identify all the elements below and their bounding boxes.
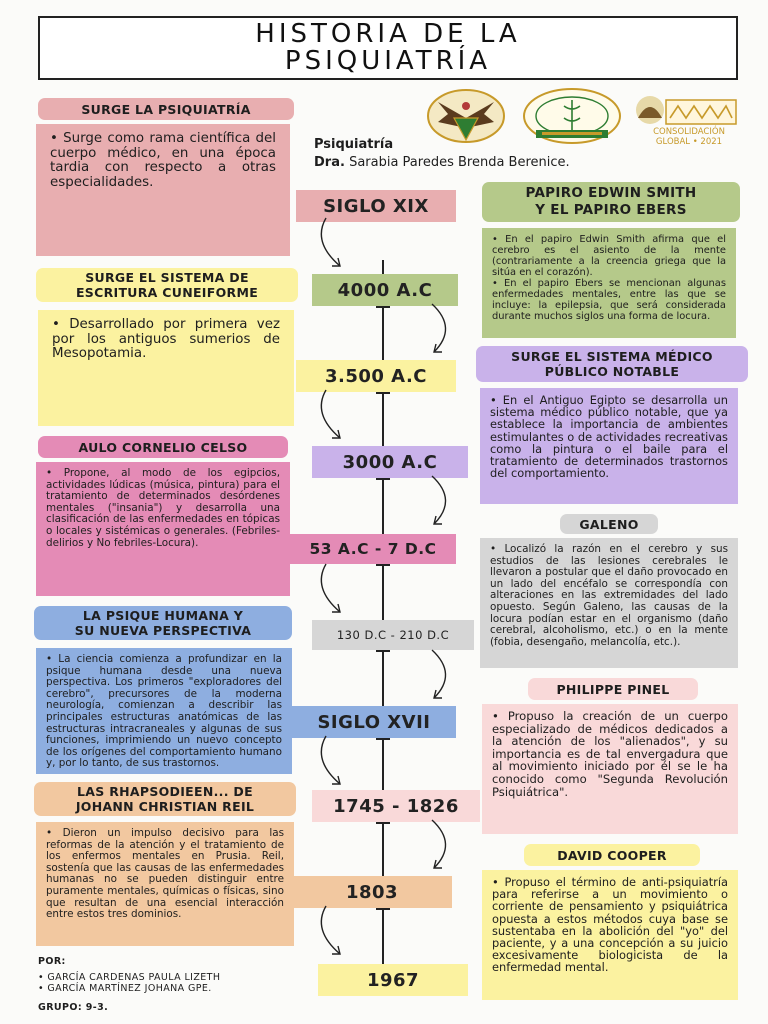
curved-arrow-icon xyxy=(418,816,464,878)
heading-papiro-edwin-smith: PAPIRO EDWIN SMITH Y EL PAPIRO EBERS xyxy=(482,182,740,222)
timeline-tick xyxy=(376,650,390,652)
heading-david-cooper: DAVID COOPER xyxy=(524,844,700,866)
timeline-tick xyxy=(376,392,390,394)
title-box xyxy=(38,16,738,80)
note-sistema-medico-publico: • En el Antiguo Egipto se desarrolla un sistema médico público notable, que ya establece la importancia de ambientes estimulantes o de actividades recreativas como la pintura o el baile para el tratamiento de determinados trastornos del comportamiento. xyxy=(480,388,738,504)
author-block xyxy=(314,136,744,172)
heading-escritura-cuneiforme: SURGE EL SISTEMA DE ESCRITURA CUNEIFORME xyxy=(36,268,298,302)
note-papiro-edwin-smith: • En el papiro Edwin Smith afirma que el cerebro es el asiento de la mente (contrariamente a la creencia griega que la sitúa en el corazón). • En el papiro Ebers se mencionan algunas enfermedades mentales, entre las que se incluye: la epilepsia, que será considerada durante muchos siglos una forma de locura. xyxy=(482,228,736,338)
heading-aulo-cornelio-celso: AULO CORNELIO CELSO xyxy=(38,436,288,458)
eagle-shield-logo xyxy=(428,90,504,142)
timeline-tick xyxy=(376,564,390,566)
note-escritura-cuneiforme: • Desarrollado por primera vez por los antiguos sumerios de Mesopotamia. xyxy=(38,310,294,426)
heading-psique-humana: LA PSIQUE HUMANA Y SU NUEVA PERSPECTIVA xyxy=(34,606,292,640)
timeline-tick xyxy=(376,478,390,480)
page-title: HISTORIA DE LA PSIQUIATRÍA xyxy=(255,19,521,76)
curved-arrow-icon xyxy=(310,214,356,276)
date-siglo-xix: SIGLO XIX xyxy=(296,190,456,222)
date-3500-ac: 3.500 A.C xyxy=(296,360,456,392)
note-psique-humana: • La ciencia comienza a profundizar en la psique humana desde una nueva perspectiva. Los primeros "exploradores del cerebro", precursores de la moderna neurología, comienzan a describir las principales estructuras anatómicas de las estructuras intracraneales y algunas de sus funciones, imprimiendo un nuevo concepto de los orígenes del comportamiento humano y, por lo tanto, de sus trastornos. xyxy=(36,648,292,774)
heading-sistema-medico-publico: SURGE EL SISTEMA MÉDICO PÚBLICO NOTABLE xyxy=(476,346,748,382)
date-1967: 1967 xyxy=(318,964,468,996)
footer-por-label: POR: xyxy=(38,956,66,967)
date-1803: 1803 xyxy=(292,876,452,908)
timeline-tick xyxy=(376,908,390,910)
footer-author-2: • GARCÍA MARTÍNEZ JOHANA GPE. xyxy=(38,983,212,994)
subject-label: Psiquiatría xyxy=(314,137,394,152)
date-4000-ac: 4000 A.C xyxy=(312,274,458,306)
note-aulo-cornelio-celso: • Propone, al modo de los egipcios, actividades lúdicas (música, pintura) para el tratamiento de determinados desórdenes mentales ("insania") y desarrolla una clasificación de las enfermedades en tópicas o locales y sistémicas o generales. (Febriles-delirios y No febriles-Locura). xyxy=(36,462,290,596)
note-surge-psiquiatria: • Surge como rama científica del cuerpo médico, en una época tardia con respecto a otras especialidades. xyxy=(36,124,290,256)
author-name-line xyxy=(314,154,744,172)
author-prefix: Dra. xyxy=(314,155,345,170)
logo3-line2: GLOBAL • 2021 xyxy=(655,137,723,146)
date-53-ac-7-dc: 53 A.C - 7 D.C xyxy=(290,534,456,564)
heading-galeno: GALENO xyxy=(560,514,658,534)
date-siglo-xvii: SIGLO XVII xyxy=(292,706,456,738)
timeline-tick xyxy=(376,822,390,824)
curved-arrow-icon xyxy=(310,560,356,622)
timeline-tick xyxy=(376,738,390,740)
heading-surge-psiquiatria: SURGE LA PSIQUIATRÍA xyxy=(38,98,294,120)
curved-arrow-icon xyxy=(418,646,464,708)
note-galeno: • Localizó la razón en el cerebro y sus estudios de las lesiones cerebrales le llevaron a postular que el daño provocado en un lado del encéfalo se correspondía con alteraciones en las extremidades del lado opuesto. Según Galeno, las causas de la locura podían estar en el organismo (daño cerebral, alcoholismo, etc.) o en la mente (fobia, desengaño, melancolía, etc.). xyxy=(480,538,738,668)
footer-block xyxy=(38,956,308,1013)
author-name: Sarabia Paredes Brenda Berenice. xyxy=(349,155,570,170)
heading-rhapsodieen-reil: LAS RHAPSODIEEN... DE JOHANN CHRISTIAN REIL xyxy=(34,782,296,816)
footer-author-1: • GARCÍA CARDENAS PAULA LIZETH xyxy=(38,972,221,983)
note-david-cooper: • Propuso el término de anti-psiquiatría para referirse a un movimiento o corriente de pensamiento y psiquiátrica opuesta a estos métodos cuya base se sustentaba en la abolición del "yo" del paciente, y a una concepción a su juicio excesivamente biologicista de la enfermedad mental. xyxy=(482,870,738,1000)
note-philippe-pinel: • Propuso la creación de un cuerpo especializado de médicos dedicados a la atención de los "alienados", y su importancia es de tal envergadura que al movimiento iniciado por él se le ha conocido como "Segunda Revolución Psiquiátrica". xyxy=(482,704,738,834)
timeline-tick xyxy=(376,306,390,308)
curved-arrow-icon xyxy=(310,386,356,448)
curved-arrow-icon xyxy=(310,732,356,794)
note-rhapsodieen-reil: • Dieron un impulso decisivo para las reformas de la atención y el tratamiento de los enfermos mentales en Prusia. Reil, sostenía que las causas de las enfermedades humanas no se pueden distinguir entre puramente mentales, químicas o físicas, sino que resultan de una esencial interacción entre estos tres dominios. xyxy=(36,822,294,946)
curved-arrow-icon xyxy=(418,300,464,362)
medicine-faculty-seal xyxy=(524,89,620,143)
date-1745-1826: 1745 - 1826 xyxy=(312,790,480,822)
heading-philippe-pinel: PHILIPPE PINEL xyxy=(528,678,698,700)
footer-grupo: GRUPO: 9-3. xyxy=(38,1002,109,1013)
curved-arrow-icon xyxy=(418,472,464,534)
curved-arrow-icon xyxy=(310,902,356,964)
logo3-line1: CONSOLIDACIÓN xyxy=(653,127,725,137)
date-3000-ac: 3000 A.C xyxy=(312,446,468,478)
date-130-dc-210-dc: 130 D.C - 210 D.C xyxy=(312,620,474,650)
